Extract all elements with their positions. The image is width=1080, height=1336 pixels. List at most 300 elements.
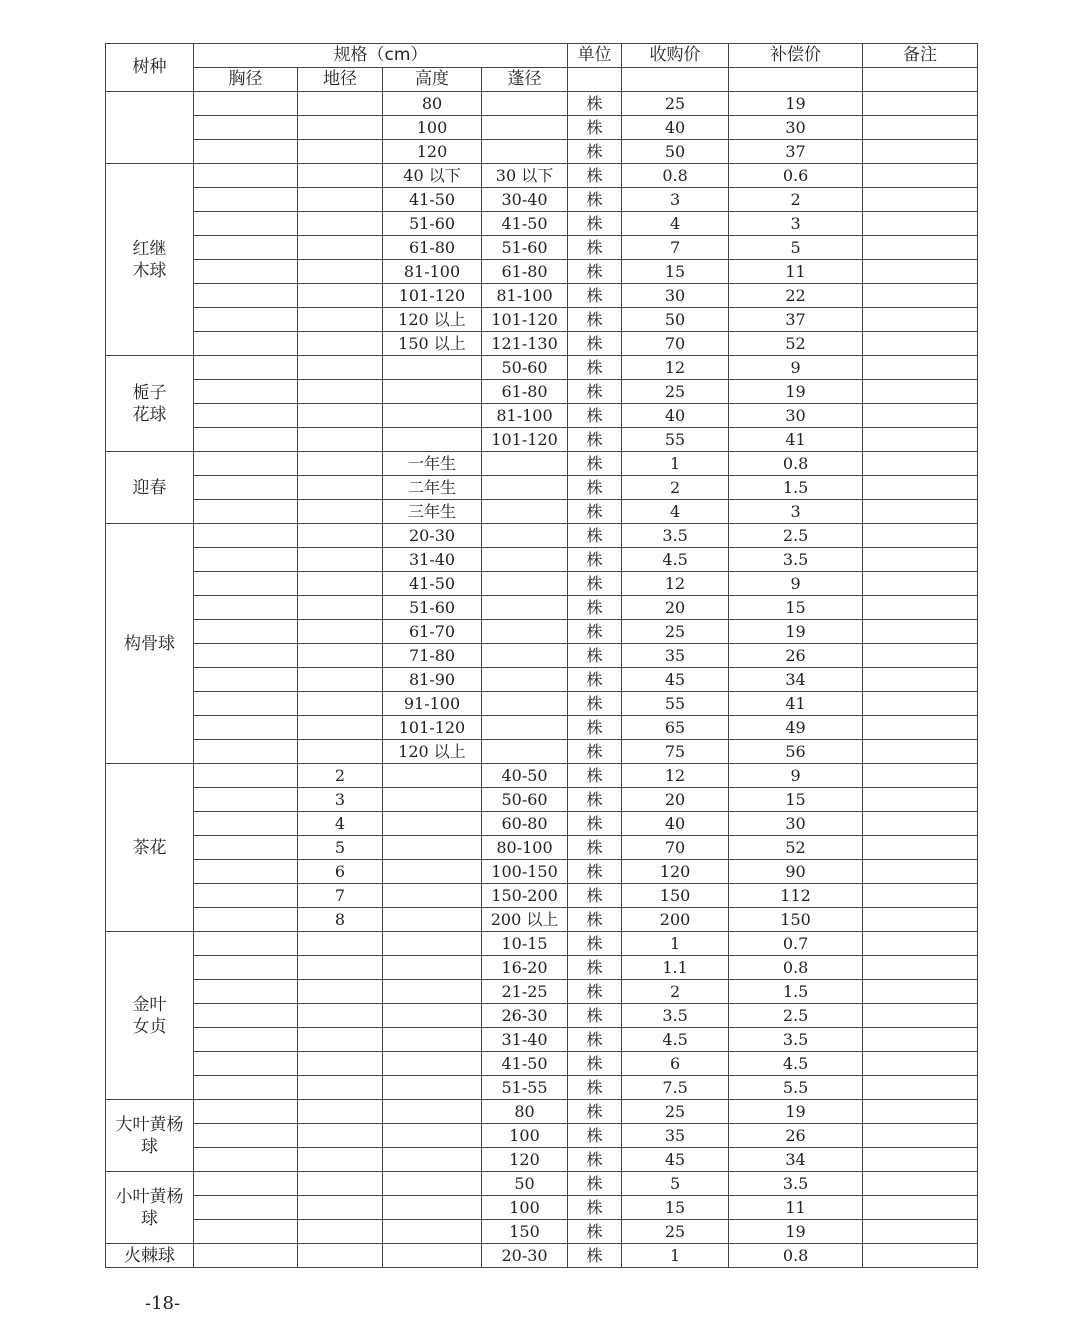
compensation-price-cell: 1.5 <box>729 980 863 1004</box>
species-name-cell: 火棘球 <box>106 1244 194 1268</box>
chest-diameter-cell <box>194 380 298 404</box>
purchase-price-cell: 15 <box>622 1196 729 1220</box>
unit-cell: 株 <box>568 740 622 764</box>
table-row <box>106 1028 978 1052</box>
chest-diameter-cell <box>194 932 298 956</box>
remarks-cell <box>863 620 978 644</box>
compensation-price-cell: 52 <box>729 836 863 860</box>
crown-diameter-cell <box>482 692 568 716</box>
remarks-cell <box>863 380 978 404</box>
table-row <box>106 1172 978 1196</box>
height-cell: 31-40 <box>383 548 482 572</box>
header-compensation-price: 补偿价 <box>729 44 863 68</box>
unit-cell: 株 <box>568 812 622 836</box>
remarks-cell <box>863 524 978 548</box>
purchase-price-cell: 40 <box>622 404 729 428</box>
price-table <box>105 43 978 1268</box>
crown-diameter-cell: 80 <box>482 1100 568 1124</box>
height-cell: 40 以下 <box>383 164 482 188</box>
unit-cell: 株 <box>568 716 622 740</box>
crown-diameter-cell: 51-55 <box>482 1076 568 1100</box>
table-row <box>106 1052 978 1076</box>
compensation-price-cell: 19 <box>729 1220 863 1244</box>
chest-diameter-cell <box>194 332 298 356</box>
remarks-cell <box>863 692 978 716</box>
ground-diameter-cell <box>298 572 383 596</box>
remarks-cell <box>863 332 978 356</box>
ground-diameter-cell: 4 <box>298 812 383 836</box>
chest-diameter-cell <box>194 452 298 476</box>
remarks-cell <box>863 452 978 476</box>
compensation-price-cell: 34 <box>729 668 863 692</box>
unit-cell: 株 <box>568 1052 622 1076</box>
unit-cell: 株 <box>568 260 622 284</box>
compensation-price-cell: 49 <box>729 716 863 740</box>
unit-cell: 株 <box>568 1100 622 1124</box>
purchase-price-cell: 4 <box>622 500 729 524</box>
remarks-cell <box>863 716 978 740</box>
remarks-cell <box>863 956 978 980</box>
purchase-price-cell: 65 <box>622 716 729 740</box>
height-cell: 101-120 <box>383 716 482 740</box>
chest-diameter-cell <box>194 356 298 380</box>
height-cell <box>383 908 482 932</box>
crown-diameter-cell: 50-60 <box>482 356 568 380</box>
remarks-cell <box>863 284 978 308</box>
purchase-price-cell: 150 <box>622 884 729 908</box>
unit-cell: 株 <box>568 860 622 884</box>
purchase-price-cell: 5 <box>622 1172 729 1196</box>
compensation-price-cell: 0.6 <box>729 164 863 188</box>
unit-cell: 株 <box>568 92 622 116</box>
purchase-price-cell: 25 <box>622 620 729 644</box>
chest-diameter-cell <box>194 644 298 668</box>
compensation-price-cell: 11 <box>729 260 863 284</box>
compensation-price-cell: 0.8 <box>729 956 863 980</box>
crown-diameter-cell: 20-30 <box>482 1244 568 1268</box>
purchase-price-cell: 45 <box>622 668 729 692</box>
height-cell: 100 <box>383 116 482 140</box>
unit-cell: 株 <box>568 1196 622 1220</box>
ground-diameter-cell <box>298 116 383 140</box>
ground-diameter-cell: 6 <box>298 860 383 884</box>
crown-diameter-cell: 41-50 <box>482 212 568 236</box>
height-cell <box>383 764 482 788</box>
species-name-cell: 金叶 女贞 <box>106 932 194 1100</box>
table-row <box>106 572 978 596</box>
height-cell <box>383 1172 482 1196</box>
table-row <box>106 356 978 380</box>
unit-cell: 株 <box>568 1076 622 1100</box>
compensation-price-cell: 19 <box>729 620 863 644</box>
height-cell: 81-90 <box>383 668 482 692</box>
compensation-price-cell: 30 <box>729 116 863 140</box>
remarks-cell <box>863 596 978 620</box>
crown-diameter-cell: 50 <box>482 1172 568 1196</box>
purchase-price-cell: 3.5 <box>622 524 729 548</box>
height-cell: 120 以上 <box>383 740 482 764</box>
crown-diameter-cell <box>482 668 568 692</box>
ground-diameter-cell <box>298 452 383 476</box>
chest-diameter-cell <box>194 116 298 140</box>
crown-diameter-cell: 120 <box>482 1148 568 1172</box>
purchase-price-cell: 50 <box>622 308 729 332</box>
compensation-price-cell: 30 <box>729 404 863 428</box>
height-cell <box>383 956 482 980</box>
ground-diameter-cell <box>298 980 383 1004</box>
remarks-cell <box>863 1028 978 1052</box>
ground-diameter-cell <box>298 164 383 188</box>
chest-diameter-cell <box>194 668 298 692</box>
chest-diameter-cell <box>194 908 298 932</box>
crown-diameter-cell: 150-200 <box>482 884 568 908</box>
height-cell <box>383 404 482 428</box>
unit-cell: 株 <box>568 404 622 428</box>
compensation-price-cell: 41 <box>729 428 863 452</box>
header-compensation-blank <box>729 68 863 92</box>
unit-cell: 株 <box>568 1172 622 1196</box>
purchase-price-cell: 7.5 <box>622 1076 729 1100</box>
chest-diameter-cell <box>194 1220 298 1244</box>
compensation-price-cell: 15 <box>729 596 863 620</box>
remarks-cell <box>863 404 978 428</box>
compensation-price-cell: 3 <box>729 212 863 236</box>
crown-diameter-cell <box>482 452 568 476</box>
purchase-price-cell: 1 <box>622 932 729 956</box>
height-cell: 150 以上 <box>383 332 482 356</box>
table-row <box>106 1220 978 1244</box>
compensation-price-cell: 19 <box>729 380 863 404</box>
compensation-price-cell: 9 <box>729 764 863 788</box>
purchase-price-cell: 7 <box>622 236 729 260</box>
unit-cell: 株 <box>568 932 622 956</box>
compensation-price-cell: 37 <box>729 140 863 164</box>
table-row <box>106 812 978 836</box>
remarks-cell <box>863 836 978 860</box>
remarks-cell <box>863 1124 978 1148</box>
table-row <box>106 164 978 188</box>
table-row <box>106 644 978 668</box>
table-row <box>106 764 978 788</box>
purchase-price-cell: 45 <box>622 1148 729 1172</box>
ground-diameter-cell <box>298 524 383 548</box>
remarks-cell <box>863 308 978 332</box>
purchase-price-cell: 12 <box>622 764 729 788</box>
remarks-cell <box>863 572 978 596</box>
unit-cell: 株 <box>568 452 622 476</box>
chest-diameter-cell <box>194 572 298 596</box>
compensation-price-cell: 0.7 <box>729 932 863 956</box>
remarks-cell <box>863 1004 978 1028</box>
header-purchase-blank <box>622 68 729 92</box>
crown-diameter-cell: 51-60 <box>482 236 568 260</box>
table-row <box>106 908 978 932</box>
crown-diameter-cell: 121-130 <box>482 332 568 356</box>
table-row <box>106 1100 978 1124</box>
compensation-price-cell: 41 <box>729 692 863 716</box>
remarks-cell <box>863 908 978 932</box>
crown-diameter-cell: 16-20 <box>482 956 568 980</box>
table-row <box>106 428 978 452</box>
chest-diameter-cell <box>194 980 298 1004</box>
purchase-price-cell: 2 <box>622 980 729 1004</box>
compensation-price-cell: 5 <box>729 236 863 260</box>
height-cell <box>383 1148 482 1172</box>
ground-diameter-cell <box>298 284 383 308</box>
ground-diameter-cell <box>298 716 383 740</box>
remarks-cell <box>863 188 978 212</box>
compensation-price-cell: 90 <box>729 860 863 884</box>
height-cell <box>383 1196 482 1220</box>
chest-diameter-cell <box>194 1052 298 1076</box>
header-purchase-price: 收购价 <box>622 44 729 68</box>
purchase-price-cell: 35 <box>622 1124 729 1148</box>
remarks-cell <box>863 932 978 956</box>
table-row <box>106 620 978 644</box>
height-cell: 80 <box>383 92 482 116</box>
compensation-price-cell: 2 <box>729 188 863 212</box>
crown-diameter-cell: 10-15 <box>482 932 568 956</box>
remarks-cell <box>863 500 978 524</box>
ground-diameter-cell <box>298 1124 383 1148</box>
header-row-1 <box>106 44 978 68</box>
unit-cell: 株 <box>568 1220 622 1244</box>
crown-diameter-cell: 30 以下 <box>482 164 568 188</box>
height-cell: 61-80 <box>383 236 482 260</box>
unit-cell: 株 <box>568 356 622 380</box>
chest-diameter-cell <box>194 428 298 452</box>
chest-diameter-cell <box>194 1244 298 1268</box>
table-row <box>106 788 978 812</box>
remarks-cell <box>863 1052 978 1076</box>
ground-diameter-cell <box>298 740 383 764</box>
table-row <box>106 380 978 404</box>
unit-cell: 株 <box>568 956 622 980</box>
height-cell: 三年生 <box>383 500 482 524</box>
table-row <box>106 308 978 332</box>
compensation-price-cell: 56 <box>729 740 863 764</box>
ground-diameter-cell <box>298 1220 383 1244</box>
remarks-cell <box>863 476 978 500</box>
species-name-cell: 茶花 <box>106 764 194 932</box>
species-name-cell: 栀子 花球 <box>106 356 194 452</box>
ground-diameter-cell <box>298 404 383 428</box>
table-row <box>106 500 978 524</box>
chest-diameter-cell <box>194 716 298 740</box>
header-height: 高度 <box>383 68 482 92</box>
table-row <box>106 740 978 764</box>
height-cell: 41-50 <box>383 188 482 212</box>
height-cell: 51-60 <box>383 596 482 620</box>
chest-diameter-cell <box>194 1196 298 1220</box>
chest-diameter-cell <box>194 788 298 812</box>
chest-diameter-cell <box>194 956 298 980</box>
chest-diameter-cell <box>194 476 298 500</box>
unit-cell: 株 <box>568 164 622 188</box>
crown-diameter-cell <box>482 524 568 548</box>
table-body <box>106 92 978 1268</box>
unit-cell: 株 <box>568 140 622 164</box>
purchase-price-cell: 4.5 <box>622 548 729 572</box>
crown-diameter-cell <box>482 716 568 740</box>
chest-diameter-cell <box>194 1004 298 1028</box>
compensation-price-cell: 3.5 <box>729 548 863 572</box>
purchase-price-cell: 25 <box>622 1220 729 1244</box>
crown-diameter-cell <box>482 116 568 140</box>
height-cell <box>383 860 482 884</box>
compensation-price-cell: 3.5 <box>729 1172 863 1196</box>
compensation-price-cell: 34 <box>729 1148 863 1172</box>
height-cell: 120 <box>383 140 482 164</box>
compensation-price-cell: 0.8 <box>729 452 863 476</box>
table-row <box>106 716 978 740</box>
unit-cell: 株 <box>568 428 622 452</box>
crown-diameter-cell <box>482 620 568 644</box>
remarks-cell <box>863 812 978 836</box>
crown-diameter-cell: 61-80 <box>482 260 568 284</box>
chest-diameter-cell <box>194 812 298 836</box>
chest-diameter-cell <box>194 524 298 548</box>
unit-cell: 株 <box>568 476 622 500</box>
table-row <box>106 1004 978 1028</box>
unit-cell: 株 <box>568 380 622 404</box>
ground-diameter-cell: 2 <box>298 764 383 788</box>
table-row <box>106 1076 978 1100</box>
table-row <box>106 884 978 908</box>
crown-diameter-cell <box>482 572 568 596</box>
crown-diameter-cell: 200 以上 <box>482 908 568 932</box>
height-cell <box>383 1124 482 1148</box>
height-cell <box>383 1028 482 1052</box>
remarks-cell <box>863 764 978 788</box>
ground-diameter-cell <box>298 620 383 644</box>
height-cell <box>383 356 482 380</box>
remarks-cell <box>863 428 978 452</box>
ground-diameter-cell <box>298 308 383 332</box>
ground-diameter-cell <box>298 596 383 620</box>
unit-cell: 株 <box>568 1004 622 1028</box>
crown-diameter-cell <box>482 476 568 500</box>
remarks-cell <box>863 164 978 188</box>
purchase-price-cell: 25 <box>622 92 729 116</box>
crown-diameter-cell: 81-100 <box>482 284 568 308</box>
table-row <box>106 1244 978 1268</box>
chest-diameter-cell <box>194 1124 298 1148</box>
remarks-cell <box>863 548 978 572</box>
purchase-price-cell: 35 <box>622 644 729 668</box>
crown-diameter-cell <box>482 500 568 524</box>
purchase-price-cell: 1 <box>622 452 729 476</box>
height-cell: 61-70 <box>383 620 482 644</box>
crown-diameter-cell: 40-50 <box>482 764 568 788</box>
crown-diameter-cell <box>482 548 568 572</box>
remarks-cell <box>863 644 978 668</box>
crown-diameter-cell: 101-120 <box>482 428 568 452</box>
unit-cell: 株 <box>568 620 622 644</box>
unit-cell: 株 <box>568 1028 622 1052</box>
ground-diameter-cell: 7 <box>298 884 383 908</box>
ground-diameter-cell <box>298 476 383 500</box>
height-cell: 41-50 <box>383 572 482 596</box>
chest-diameter-cell <box>194 740 298 764</box>
chest-diameter-cell <box>194 1172 298 1196</box>
purchase-price-cell: 1.1 <box>622 956 729 980</box>
table-row <box>106 692 978 716</box>
purchase-price-cell: 3.5 <box>622 1004 729 1028</box>
crown-diameter-cell <box>482 644 568 668</box>
ground-diameter-cell: 5 <box>298 836 383 860</box>
remarks-cell <box>863 668 978 692</box>
table-row <box>106 860 978 884</box>
purchase-price-cell: 6 <box>622 1052 729 1076</box>
table-row <box>106 284 978 308</box>
height-cell <box>383 1244 482 1268</box>
crown-diameter-cell: 31-40 <box>482 1028 568 1052</box>
compensation-price-cell: 150 <box>729 908 863 932</box>
height-cell: 51-60 <box>383 212 482 236</box>
height-cell: 一年生 <box>383 452 482 476</box>
compensation-price-cell: 3 <box>729 500 863 524</box>
crown-diameter-cell <box>482 740 568 764</box>
table-row <box>106 116 978 140</box>
table-row <box>106 956 978 980</box>
chest-diameter-cell <box>194 212 298 236</box>
unit-cell: 株 <box>568 524 622 548</box>
crown-diameter-cell: 100 <box>482 1196 568 1220</box>
header-remarks: 备注 <box>863 44 978 68</box>
remarks-cell <box>863 236 978 260</box>
ground-diameter-cell <box>298 1196 383 1220</box>
height-cell <box>383 836 482 860</box>
chest-diameter-cell <box>194 1076 298 1100</box>
header-ground-diameter: 地径 <box>298 68 383 92</box>
chest-diameter-cell <box>194 404 298 428</box>
height-cell <box>383 812 482 836</box>
chest-diameter-cell <box>194 836 298 860</box>
crown-diameter-cell <box>482 596 568 620</box>
height-cell: 81-100 <box>383 260 482 284</box>
ground-diameter-cell <box>298 92 383 116</box>
crown-diameter-cell: 80-100 <box>482 836 568 860</box>
compensation-price-cell: 0.8 <box>729 1244 863 1268</box>
compensation-price-cell: 2.5 <box>729 1004 863 1028</box>
unit-cell: 株 <box>568 212 622 236</box>
purchase-price-cell: 200 <box>622 908 729 932</box>
ground-diameter-cell <box>298 932 383 956</box>
chest-diameter-cell <box>194 1100 298 1124</box>
crown-diameter-cell: 61-80 <box>482 380 568 404</box>
header-species: 树种 <box>106 44 194 92</box>
species-name-cell: 红继 木球 <box>106 164 194 356</box>
crown-diameter-cell: 26-30 <box>482 1004 568 1028</box>
purchase-price-cell: 0.8 <box>622 164 729 188</box>
ground-diameter-cell <box>298 428 383 452</box>
ground-diameter-cell <box>298 692 383 716</box>
purchase-price-cell: 70 <box>622 836 729 860</box>
purchase-price-cell: 20 <box>622 788 729 812</box>
ground-diameter-cell <box>298 548 383 572</box>
compensation-price-cell: 22 <box>729 284 863 308</box>
purchase-price-cell: 75 <box>622 740 729 764</box>
unit-cell: 株 <box>568 644 622 668</box>
remarks-cell <box>863 1220 978 1244</box>
purchase-price-cell: 120 <box>622 860 729 884</box>
compensation-price-cell: 19 <box>729 92 863 116</box>
remarks-cell <box>863 740 978 764</box>
chest-diameter-cell <box>194 860 298 884</box>
unit-cell: 株 <box>568 500 622 524</box>
purchase-price-cell: 20 <box>622 596 729 620</box>
